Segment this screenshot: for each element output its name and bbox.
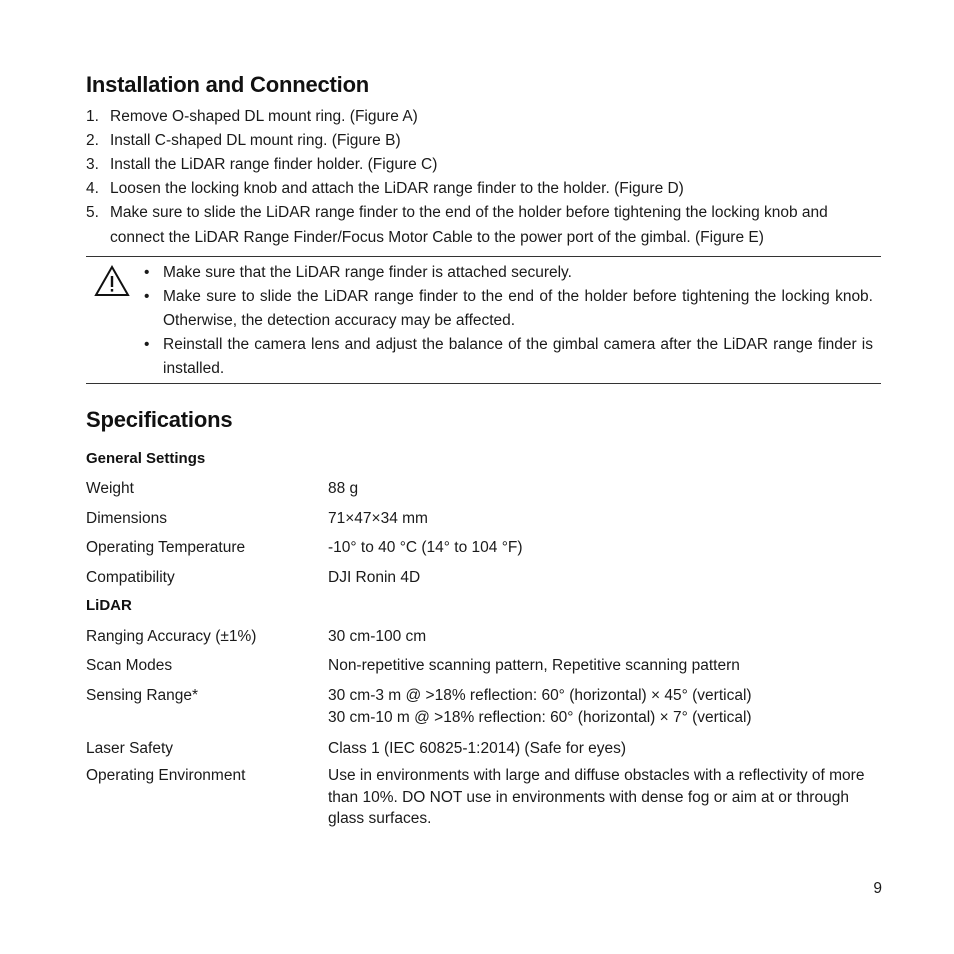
installation-title: Installation and Connection [86, 72, 370, 97]
spec-value: -10° to 40 °C (14° to 104 °F) [328, 539, 523, 556]
step-text: Install the LiDAR range finder holder. (Figure C) [110, 156, 438, 173]
lidar-label: LiDAR [86, 597, 132, 614]
spec-key: Operating Environment [86, 767, 246, 784]
spec-value-line: 30 cm-3 m @ >18% reflection: 60° (horizontal) × 45° (vertical) [328, 687, 752, 704]
step-text: Make sure to slide the LiDAR range finder to the end of the holder before tightening the locking knob and connect the LiDAR Range Finder/Focus Motor Cable to the power port of the gimbal. (Figure E) [110, 204, 828, 246]
spec-key: Ranging Accuracy (±1%) [86, 628, 257, 645]
warning-list [144, 261, 873, 381]
spec-key: Sensing Range* [86, 687, 199, 704]
spec-value: 71×47×34 mm [328, 510, 428, 527]
warning-text: Make sure to slide the LiDAR range finder to the end of the holder before tightening the locking knob. Otherwise, the detection accuracy may be affected. [163, 288, 873, 329]
specifications-title: Specifications [86, 407, 233, 432]
warning-item [144, 261, 873, 285]
page-number: 9 [873, 880, 882, 897]
step-text: Remove O-shaped DL mount ring. (Figure A) [110, 108, 418, 125]
step-item [86, 177, 882, 201]
spec-key: Weight [86, 480, 134, 497]
spec-value: DJI Ronin 4D [328, 569, 421, 586]
warning-item [144, 285, 873, 333]
spec-value: Class 1 (IEC 60825-1:2014) (Safe for eyes) [328, 740, 627, 757]
step-number: 2. [86, 132, 99, 149]
warning-text: Reinstall the camera lens and adjust the balance of the gimbal camera after the LiDAR range finder is installed. [163, 336, 873, 377]
bullet-glyph: • [144, 336, 150, 353]
spec-key: Scan Modes [86, 657, 173, 674]
warning-notice [86, 256, 881, 384]
installation-steps [86, 105, 882, 250]
step-text: Loosen the locking knob and attach the LiDAR range finder to the holder. (Figure D) [110, 180, 684, 197]
general-settings-label: General Settings [86, 450, 206, 467]
spec-key: Compatibility [86, 569, 175, 586]
spec-key: Dimensions [86, 510, 167, 527]
step-text: Install C-shaped DL mount ring. (Figure B) [110, 132, 401, 149]
bullet-glyph: • [144, 264, 150, 281]
step-number: 5. [86, 204, 99, 221]
spec-key: Operating Temperature [86, 539, 246, 556]
bullet-glyph: • [144, 288, 150, 305]
spec-value: Non-repetitive scanning pattern, Repetitive scanning pattern [328, 657, 740, 674]
step-item [86, 201, 882, 250]
warning-text: Make sure that the LiDAR range finder is attached securely. [163, 264, 572, 281]
step-number: 4. [86, 180, 99, 197]
spec-key: Laser Safety [86, 740, 174, 757]
spec-value [328, 685, 882, 728]
spec-value: Use in environments with large and diffuse obstacles with a reflectivity of more than 10%. DO NOT use in environments with dense fog or aim at or through glass surfaces. [328, 767, 865, 827]
step-number: 1. [86, 108, 99, 125]
spec-value-line: 30 cm-10 m @ >18% reflection: 60° (horizontal) × 7° (vertical) [328, 708, 752, 726]
step-item [86, 105, 882, 129]
step-item [86, 129, 882, 153]
warning-item [144, 333, 873, 381]
spec-value: 88 g [328, 480, 359, 497]
warning-triangle-icon [94, 265, 130, 297]
step-number: 3. [86, 156, 99, 173]
step-item [86, 153, 882, 177]
spec-value: 30 cm-100 cm [328, 628, 427, 645]
